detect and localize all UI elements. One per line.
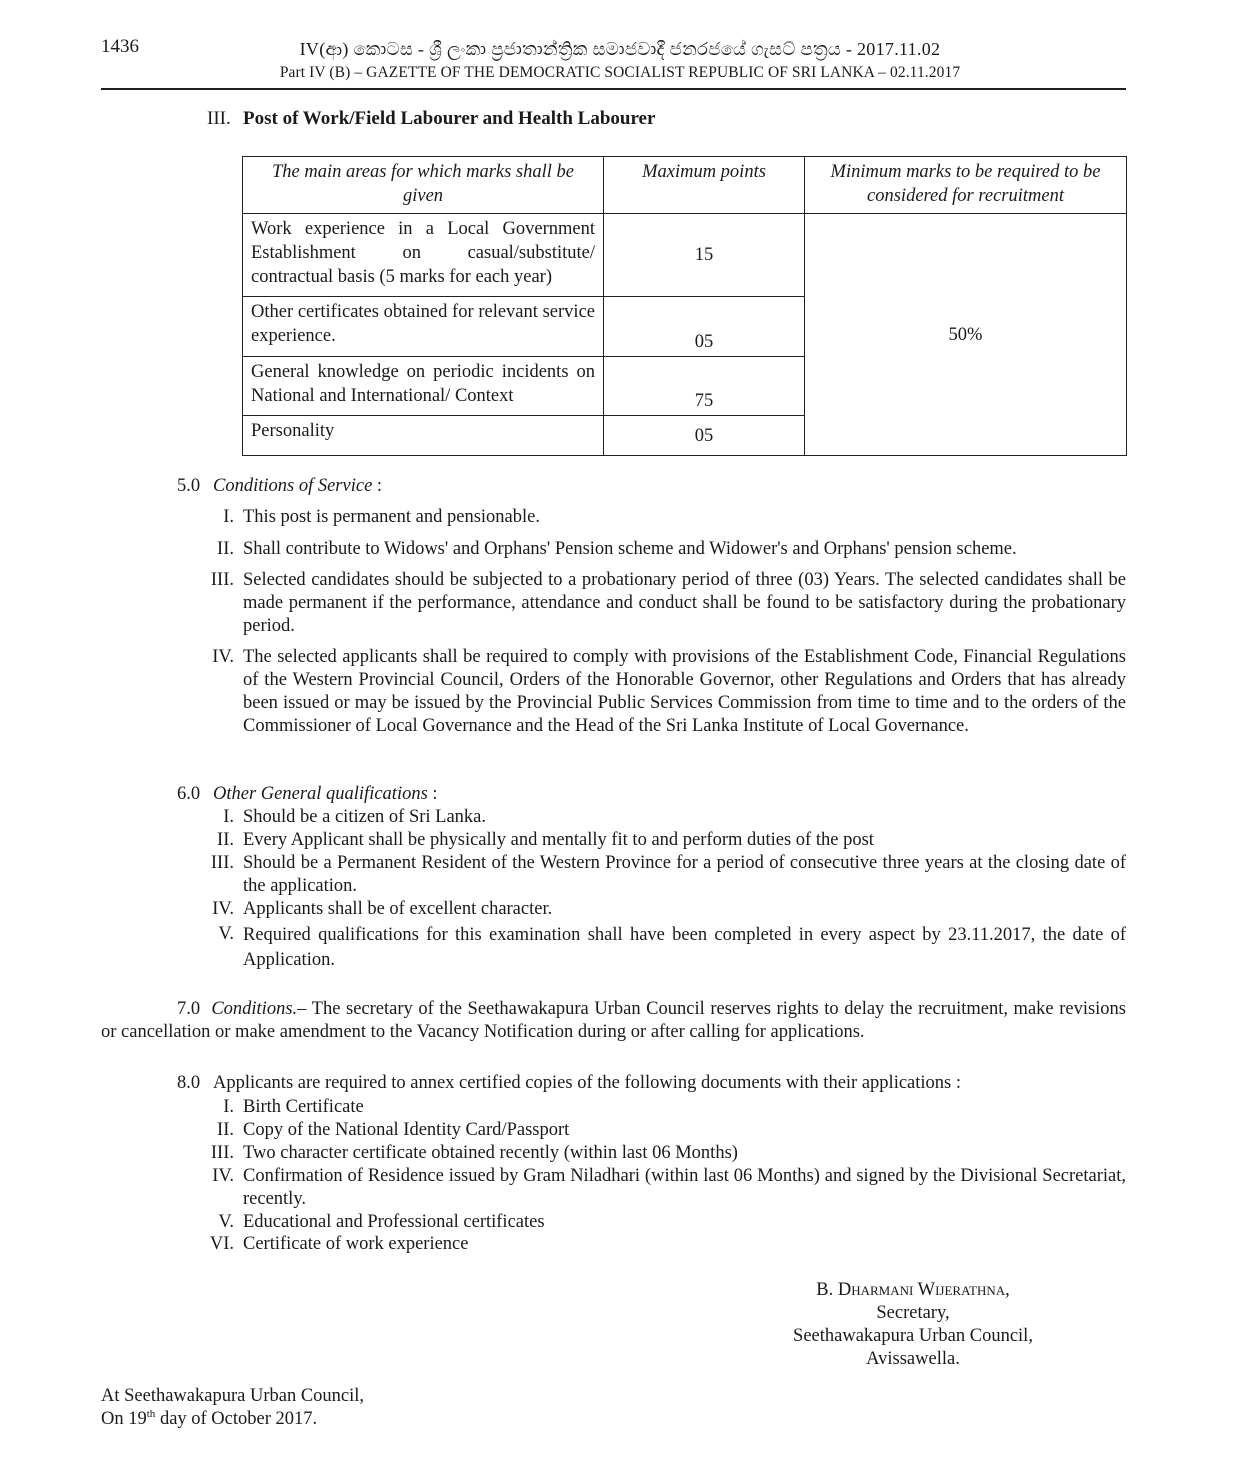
list-item-number: V.: [218, 1212, 234, 1232]
table-cell-area: Personality: [243, 416, 604, 456]
section-8-number: 8.0: [177, 1073, 201, 1093]
list-item-text: Every Applicant shall be physically and mentally fit to and perform duties of the post: [243, 830, 874, 850]
list-item-number: IV.: [212, 647, 234, 667]
list-item-text: This post is permanent and pensionable.: [243, 507, 540, 527]
list-item-text: Shall contribute to Widows' and Orphans' Pension scheme and Widower's and Orphans' pension scheme.: [243, 539, 1017, 559]
section-6-heading: [177, 783, 438, 806]
list-item-number: V.: [218, 924, 234, 944]
table-cell-area: Work experience in a Local Government Establishment on casual/substitute/ contractual basis (5 marks for each year): [243, 214, 604, 297]
table-header-areas: The main areas for which marks shall be given: [243, 157, 604, 214]
signatory-designation: Secretary,: [876, 1303, 950, 1323]
list-item-text: Should be a citizen of Sri Lanka.: [243, 807, 487, 827]
section-6-colon: :: [427, 784, 438, 804]
header-divider: [101, 88, 1126, 90]
footer-date-day: On 19: [101, 1409, 147, 1429]
list-item-text: Selected candidates should be subjected to a probationary period of three (03) Years. The selected candidates shall be made permanent if the performance, attendance and conduct shall be found to be satisfactory during the probationary period.: [243, 570, 1126, 636]
list-item-text: Certificate of work experience: [243, 1234, 469, 1254]
section-3-number: III.: [207, 108, 231, 129]
list-item-number: II.: [217, 1120, 234, 1140]
gazette-title-sinhala: IV(ආ) කොටස - ශ්‍රී ලංකා ප්‍රජාතාන්ත්‍රික සමාජවාදී ජනරජයේ ගැසට් පත්‍රය - 2017.11.02: [299, 39, 941, 59]
signatory-office: Seethawakapura Urban Council,: [793, 1326, 1033, 1346]
section-6-title: Other General qualifications: [213, 784, 428, 804]
list-item-text: Applicants shall be of excellent character.: [243, 899, 553, 919]
list-item-number: I.: [223, 807, 234, 827]
section-6-number: 6.0: [177, 784, 201, 804]
section-5-number: 5.0: [177, 476, 201, 496]
list-item-number: IV.: [212, 1166, 234, 1186]
list-item-number: III.: [210, 853, 234, 873]
section-7-paragraph: [101, 998, 1126, 1044]
list-item-text: Copy of the National Identity Card/Passport: [243, 1120, 570, 1140]
table-cell-minimum: 50%: [805, 214, 1127, 456]
gazette-title-english: Part IV (B) – GAZETTE OF THE DEMOCRATIC SOCIALIST REPUBLIC OF SRI LANKA – 02.11.2017: [279, 64, 961, 81]
list-item-number: IV.: [212, 899, 234, 919]
list-item-text: Educational and Professional certificates: [243, 1212, 545, 1232]
table-cell-points: 15: [604, 214, 805, 297]
list-item-number: III.: [210, 1143, 234, 1163]
table-cell-points: 05: [604, 297, 805, 357]
signatory-name: B. Dharmani Wijerathna,: [816, 1280, 1010, 1300]
list-item-number: II.: [217, 830, 234, 850]
table-cell-points: 75: [604, 357, 805, 416]
list-item-number: VI.: [209, 1234, 234, 1254]
section-7-text: – The secretary of the Seethawakapura Urban Council reserves rights to delay the recruitment, make revisions or cancellation or make amendment to the Vacancy Notification during or after calling for applications.: [101, 999, 1127, 1042]
table-cell-points: 05: [604, 416, 805, 456]
list-item-text: Birth Certificate: [243, 1097, 364, 1117]
section-3-title: Post of Work/Field Labourer and Health Labourer: [243, 108, 656, 129]
section-5-colon: :: [372, 476, 383, 496]
section-5-title: Conditions of Service: [213, 476, 373, 496]
table-row: [243, 214, 1127, 297]
section-7-title: Conditions.: [211, 999, 298, 1019]
section-8-intro: Applicants are required to annex certified copies of the following documents with their applications :: [213, 1073, 961, 1093]
footer-location: At Seethawakapura Urban Council,: [101, 1386, 365, 1406]
list-item-text: The selected applicants shall be required to comply with provisions of the Establishment Code, Financial Regulations of the Western Provincial Council, Orders of the Honorable Governor, other Regulations and Orders that has already been issued or may be issued by the Provincial Public Services Commission from time to time and to the orders of the Commissioner of Local Governance and the Head of the Sri Lanka Institute of Local Governance.: [243, 647, 1126, 736]
section-8-heading: [177, 1072, 961, 1095]
table-cell-area: Other certificates obtained for relevant service experience.: [243, 297, 604, 357]
list-item-number: I.: [223, 507, 234, 527]
section-3-heading: [207, 107, 655, 130]
table-header-min-marks: Minimum marks to be required to be considered for recruitment: [805, 157, 1127, 214]
list-item-text: Two character certificate obtained recently (within last 06 Months): [243, 1143, 738, 1163]
list-item-text: Confirmation of Residence issued by Gram Niladhari (within last 06 Months) and signed by the Divisional Secretariat, recently.: [243, 1166, 1126, 1209]
page-number: 1436: [101, 36, 139, 57]
footer-date-rest: day of October 2017.: [155, 1409, 318, 1429]
table-cell-area: General knowledge on periodic incidents on National and International/ Context: [243, 357, 604, 416]
signatory-place: Avissawella.: [866, 1349, 960, 1369]
list-item-text: Required qualifications for this examination shall have been completed in every aspect by 23.11.2017, the date of Application.: [243, 925, 1126, 970]
section-5-heading: [177, 475, 382, 498]
section-7-number: 7.0: [177, 999, 201, 1019]
list-item-number: I.: [223, 1097, 234, 1117]
list-item-text: Should be a Permanent Resident of the Western Province for a period of consecutive three years at the closing date of the application.: [243, 853, 1126, 896]
marks-table: [242, 156, 1127, 456]
footer-date-suffix: th: [146, 1407, 156, 1420]
footer-date: [101, 1408, 317, 1431]
list-item-number: II.: [217, 539, 234, 559]
list-item-number: III.: [210, 570, 234, 590]
table-header-max-points: Maximum points: [604, 157, 805, 214]
